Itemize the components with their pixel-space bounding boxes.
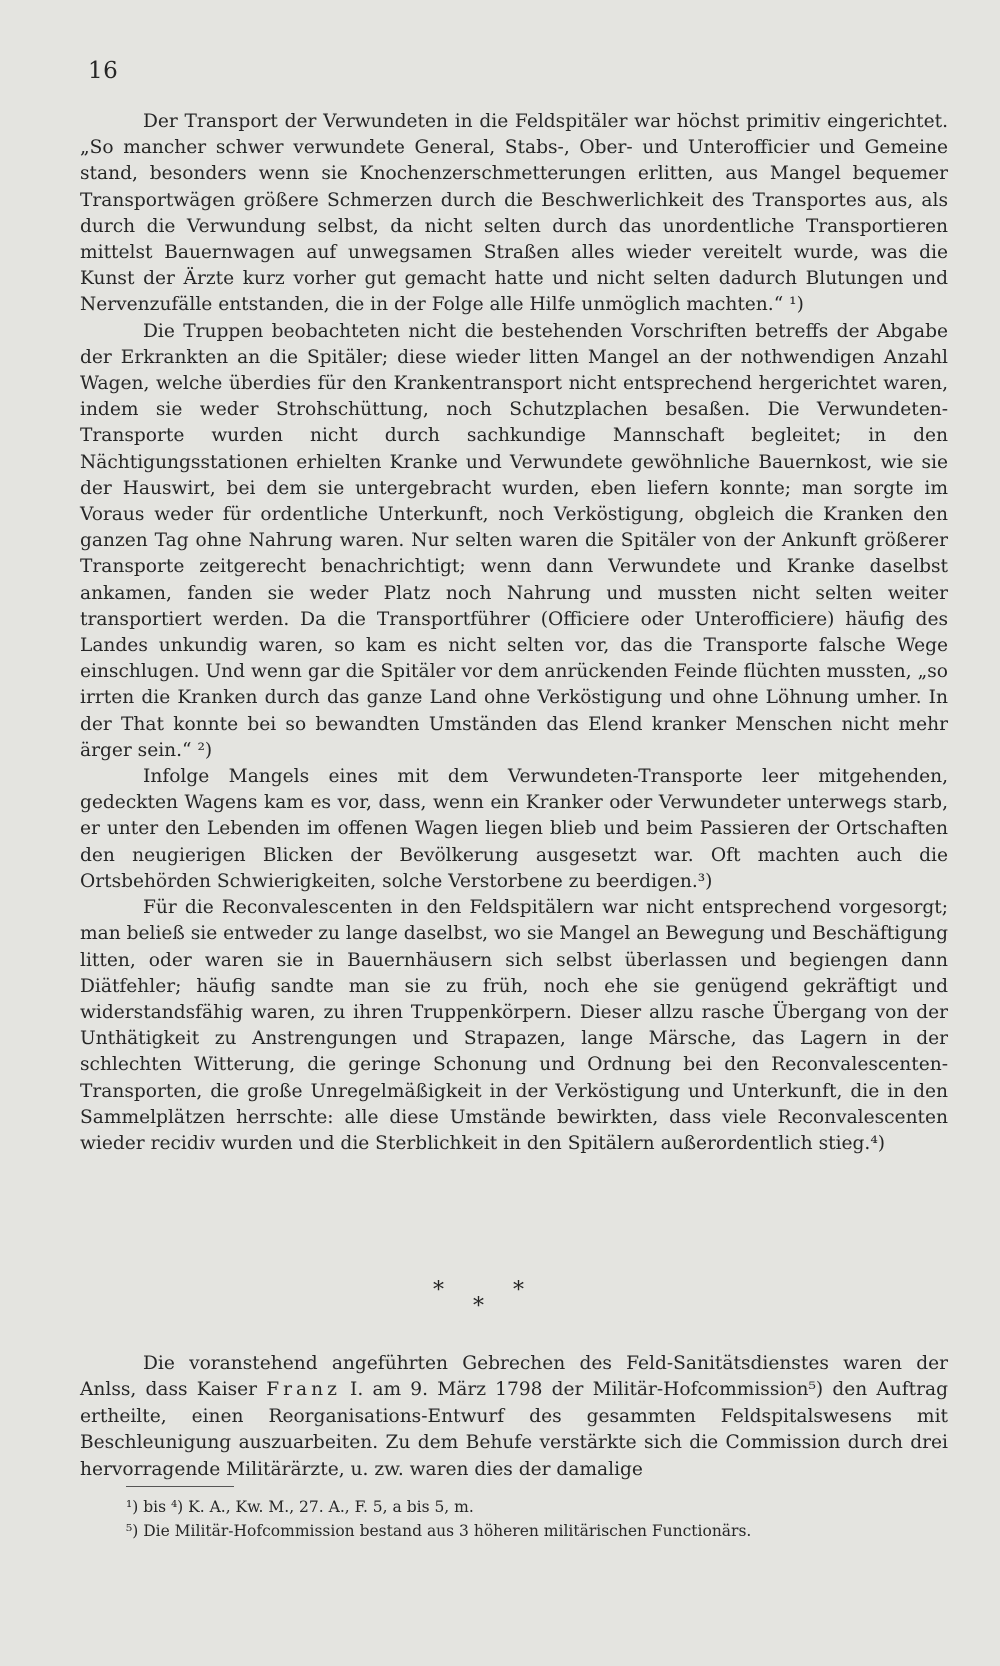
footnotes [126, 1495, 946, 1543]
paragraph-commission-end: I. am 9. März 1798 der Militär-Hofcommission⁵) den Auftrag ertheilte, einen Reorganisations-Entwurf des gesammten Feldspitalswesens mit Beschleunigung auszuarbeiten. Zu dem Behufe verstärkte sich die Commission durch drei hervorragende Militärärzte, u. zw. waren dies der damalige [80, 1379, 949, 1480]
separator-star: * [433, 1278, 444, 1303]
page-number: 16 [88, 58, 119, 84]
emperor-name: Franz [266, 1379, 341, 1401]
paragraph-commission [80, 1351, 948, 1483]
main-text [80, 109, 948, 1157]
paragraph-reconvalescents: Für die Reconvalescenten in den Feldspitälern war nicht entsprechend vorgesorgt; man beließ sie entweder zu lange daselbst, wo sie Mangel an Bewegung und Beschäftigung litten, oder waren sie in Bauernhäusern sich selbst überlassen und begiengen dann Diätfehler; häufig sandte man sie zu früh, noch ehe sie genügend gekräftigt und widerstandsfähig waren, zu ihren Truppenkörpern. Dieser allzu rasche Übergang von der Unthätigkeit zu Anstrengungen und Strapazen, lange Märsche, das Lagern in der schlechten Witterung, die geringe Schonung und Ordnung bei den Reconvalescenten-Transporten, die große Unregelmäßigkeit in der Verköstigung und Unterkunft, die in den Sammelplätzen herrschte: alle diese Umstände bewirkten, dass viele Reconvalescenten wieder recidiv wurden und die Sterblichkeit in den Spitälern außerordentlich stieg.⁴) [80, 897, 948, 1154]
separator-star: * [473, 1294, 484, 1319]
footnote-5: ⁵) Die Militär-Hofcommission bestand aus 3 höheren militärischen Functionärs. [126, 1522, 752, 1540]
section-separator [425, 1278, 585, 1318]
lower-text [80, 1351, 948, 1483]
paragraph-transport: Der Transport der Verwundeten in die Feldspitäler war höchst primitiv eingerichtet. „So mancher schwer verwundete General, Stabs-, Ober- und Unterofficier und Gemeine stand, besonders wenn sie Knochenzerschmetterungen erlitten, aus Mangel bequemer Transportwägen größere Schmerzen durch die Beschwerlichkeit des Transportes aus, als durch die Verwundung selbst, da nicht selten durch das unordentliche Transportieren mittelst Bauernwagen auf unwegsamen Straßen alles wieder vereitelt wurde, was die Kunst der Ärzte kurz vorher gut gemacht hatte und nicht selten dadurch Blutungen und Nervenzufälle entstanden, die in der Folge alle Hilfe unmöglich machten.“ ¹) [80, 111, 948, 316]
paragraph-deceased: Infolge Mangels eines mit dem Verwundeten-Transporte leer mitgehenden, gedeckten Wagens kam es vor, dass, wenn ein Kranker oder Verwundeter unterwegs starb, er unter den Lebenden im offenen Wagen liegen blieb und beim Passieren der Ortschaften den neugierigen Blicken der Bevölkerung ausgesetzt war. Oft machten auch die Ortsbehörden Schwierigkeiten, solche Verstorbene zu beerdigen.³) [80, 766, 948, 892]
footnote-1-4: ¹) bis ⁴) K. A., Kw. M., 27. A., F. 5, a bis 5, m. [126, 1498, 474, 1516]
footnote-rule [126, 1486, 234, 1487]
paragraph-troops: Die Truppen beobachteten nicht die bestehenden Vorschriften betreffs der Abgabe der Erkrankten an die Spitäler; diese wieder litten Mangel an der nothwendigen Anzahl Wagen, welche überdies für den Krankentransport nicht entsprechend hergerichtet waren, indem sie weder Strohschüttung, noch Schutzplachen besaßen. Die Verwundeten-Transporte wurden nicht durch sachkundige Mannschaft begleitet; in den Nächtigungsstationen erhielten Kranke und Verwundete gewöhnliche Bauernkost, wie sie der Hauswirt, bei dem sie untergebracht wurden, eben liefern konnte; man sorgte im Voraus weder für ordentliche Unterkunft, noch Verköstigung, obgleich die Kranken den ganzen Tag ohne Nahrung waren. Nur selten waren die Spitäler von der Ankunft größerer Transporte zeitgerecht benachrichtigt; wenn dann Verwundete und Kranke daselbst ankamen, fanden sie weder Platz noch Nahrung und mussten nicht selten weiter transportiert werden. Da die Transportführer (Officiere oder Unterofficiere) häufig des Landes unkundig waren, so kam es nicht selten vor, das die Transporte falsche Wege einschlugen. Und wenn gar die Spitäler vor dem anrückenden Feinde flüchten mussten, „so irrten die Kranken durch das ganze Land ohne Verköstigung und ohne Löhnung umher. In der That konnte bei so bewandten Umständen das Elend kranker Menschen nicht mehr ärger sein.“ ²) [80, 320, 948, 761]
separator-star: * [513, 1278, 524, 1303]
paragraph-commission-start: Die voranstehend angeführten Gebrechen des Feld-Sanitätsdienstes waren der Anlss, dass Kaiser [80, 1353, 948, 1401]
